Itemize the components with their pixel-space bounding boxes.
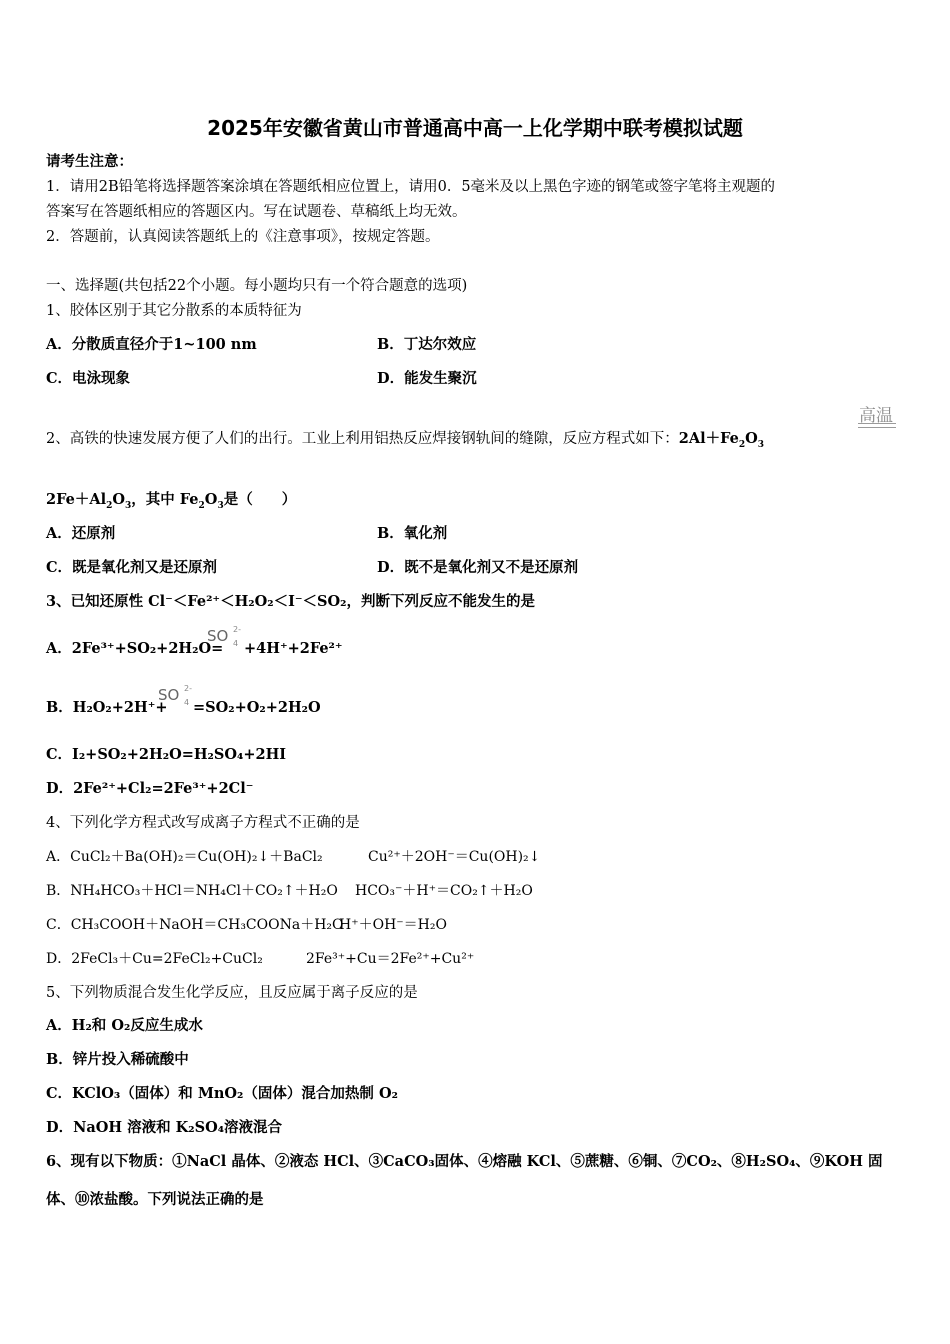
eq-left-sub: 2	[738, 439, 746, 450]
question-2-stem	[46, 429, 764, 449]
question-5-stem: 5、下列物质混合发生化学反应，且反应属于离子反应的是	[46, 985, 418, 1001]
question-3-stem: 3、已知还原性 Cl⁻＜Fe²⁺＜H₂O₂＜I⁻＜SO₂，判断下列反应不能发生的是	[46, 593, 535, 610]
eq-right-sub: 3	[124, 500, 132, 511]
section-heading: 一、选择题(共包括22个小题。每小题均只有一个符合题意的选项)	[46, 278, 468, 294]
eq-left-o: O	[745, 430, 758, 447]
sulfate-subscript: 4	[184, 698, 190, 707]
eq-left-fe: 2Al＋Fe	[678, 430, 739, 447]
question-2-stem-cont	[46, 490, 296, 510]
eq-right-sub: 2	[198, 500, 205, 511]
question-2-option-b: B．氧化剂	[377, 525, 448, 542]
sulfate-formula	[158, 684, 192, 707]
question-1-option-b: B．丁达尔效应	[377, 336, 477, 353]
reaction-condition-high-temp: 高温	[859, 406, 893, 426]
question-2-stem-text: 2、高铁的快速发展方便了人们的出行。工业上利用铝热反应焊接钢轨间的缝隙，反应方程式如下：	[46, 431, 679, 447]
question-2-blank: 是（ ）	[223, 491, 297, 508]
equation-arrow-line-bottom	[858, 427, 896, 428]
question-5-option-c: C．KClO₃（固体）和 MnO₂（固体）混合加热制 O₂	[46, 1085, 398, 1102]
question-4-option-b-equation: B．NH₄HCO₃＋HCl＝NH₄Cl＋CO₂↑＋H₂O	[46, 883, 338, 899]
sulfate-formula	[207, 625, 241, 648]
question-4-option-c-equation: C．CH₃COOH＋NaOH＝CH₃COONa＋H₂O	[46, 917, 344, 933]
question-3-option-a-right: +4H⁺+2Fe²⁺	[244, 640, 343, 657]
eq-right-part: 2Fe＋Al	[46, 491, 107, 508]
question-2-option-a: A．还原剂	[46, 525, 116, 542]
notice-line-2: 2．答题前，认真阅读答题纸上的《注意事项》，按规定答题。	[46, 229, 440, 245]
question-6-stem-line-2: 体、⑩浓盐酸。下列说法正确的是	[46, 1191, 264, 1208]
question-6-stem-line-1: 6、现有以下物质：①NaCl 晶体、②液态 HCl、③CaCO₃固体、④熔融 KCl、⑤蔗糖、⑥铜、⑦CO₂、⑧H₂SO₄、⑨KOH 固	[46, 1153, 883, 1170]
question-4-option-c-ionic: H⁺＋OH⁻＝H₂O	[339, 917, 447, 933]
eq-left-sub: 3	[757, 439, 764, 450]
question-3-option-b-left: B．H₂O₂+2H⁺+	[46, 699, 168, 716]
question-3-option-d: D．2Fe²⁺+Cl₂=2Fe³⁺+2Cl⁻	[46, 780, 254, 797]
question-2-mid-text: ，其中 Fe	[131, 491, 199, 508]
sulfate-charge: 2-	[233, 625, 241, 634]
question-5-option-b: B．锌片投入稀硫酸中	[46, 1051, 189, 1068]
question-1-stem: 1、胶体区别于其它分散系的本质特征为	[46, 303, 302, 319]
equation-arrow-line-top	[858, 423, 896, 424]
eq-right-sub: 3	[217, 500, 224, 511]
sulfate-so: SO	[158, 686, 180, 704]
question-4-option-a-ionic: Cu²⁺＋2OH⁻＝Cu(OH)₂↓	[368, 849, 541, 865]
question-1-option-c: C．电泳现象	[46, 370, 131, 387]
notice-heading: 请考生注意：	[46, 153, 133, 170]
question-3-option-a-left: A．2Fe³⁺+SO₂+2H₂O=	[46, 640, 224, 657]
question-4-stem: 4、下列化学方程式改写成离子方程式不正确的是	[46, 815, 360, 831]
question-5-option-a: A．H₂和 O₂反应生成水	[46, 1017, 203, 1034]
question-3-option-b-right: =SO₂+O₂+2H₂O	[193, 699, 321, 716]
eq-right-o: O	[204, 491, 218, 508]
question-2-equation-left	[678, 430, 764, 450]
question-2-option-c: C．既是氧化剂又是还原剂	[46, 559, 218, 576]
question-4-option-d-equation: D．2FeCl₃＋Cu=2FeCl₂+CuCl₂	[46, 951, 263, 967]
sulfate-subscript: 4	[233, 639, 239, 648]
eq-right-o: O	[112, 491, 125, 508]
sulfate-so: SO	[207, 627, 229, 645]
notice-line-1a: 1．请用2B铅笔将选择题答案涂填在答题纸相应位置上，请用0．5毫米及以上黑色字迹的钢笔或签字笔将主观题的	[46, 179, 776, 195]
question-4-option-a-equation: A．CuCl₂＋Ba(OH)₂＝Cu(OH)₂↓＋BaCl₂	[46, 849, 323, 865]
question-1-option-d: D．能发生聚沉	[377, 370, 477, 387]
sulfate-charge: 2-	[184, 684, 192, 693]
question-4-option-d-ionic: 2Fe³⁺+Cu＝2Fe²⁺+Cu²⁺	[306, 951, 475, 967]
eq-right-sub: 2	[106, 500, 113, 511]
page-title: 2025年安徽省黄山市普通高中高一上化学期中联考模拟试题	[207, 116, 743, 140]
question-5-option-d: D．NaOH 溶液和 K₂SO₄溶液混合	[46, 1119, 283, 1136]
notice-line-1b: 答案写在答题纸相应的答题区内。写在试题卷、草稿纸上均无效。	[46, 204, 467, 220]
question-3-option-c: C．I₂+SO₂+2H₂O=H₂SO₄+2HI	[46, 746, 287, 763]
question-4-option-b-ionic: HCO₃⁻＋H⁺＝CO₂↑＋H₂O	[355, 883, 533, 899]
question-2-option-d: D．既不是氧化剂又不是还原剂	[377, 559, 579, 576]
question-1-option-a: A．分散质直径介于1~100 nm	[46, 336, 257, 353]
